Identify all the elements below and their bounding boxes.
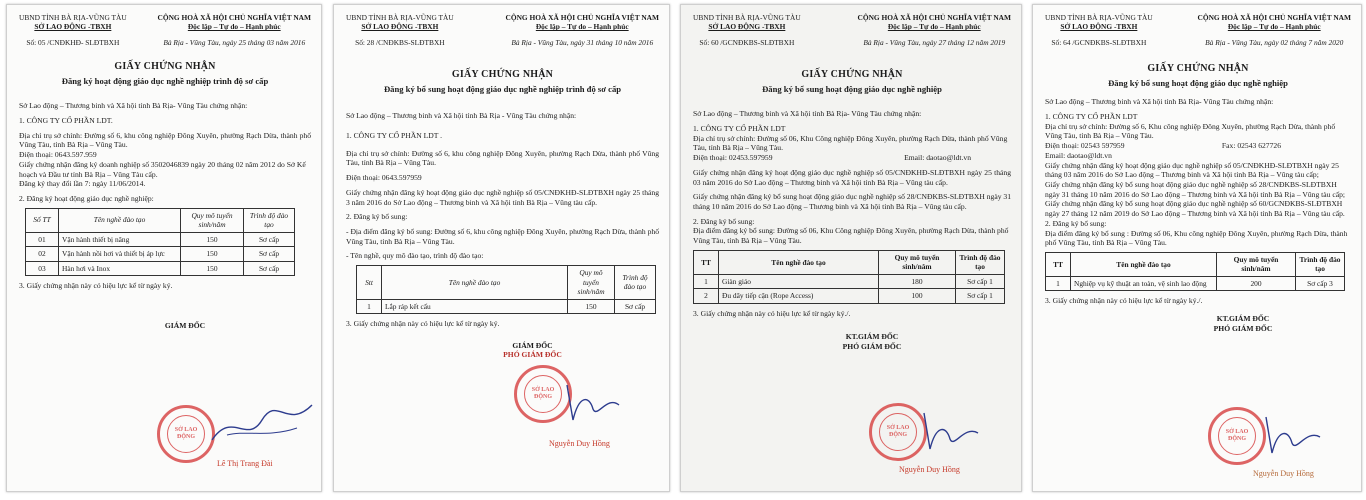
table-header-cell: Trình độ đào tạo [615, 266, 656, 299]
table-cell: 01 [26, 232, 59, 246]
company-name: 1. CÔNG TY CỔ PHẦN LDT [1045, 111, 1138, 121]
location-text: Địa điểm đăng ký bổ sung : Đường số 06, Khu công nghiệp Đông Xuyên, phường Rạch Dừa, thành phố Vũng Tàu, tỉnh Bà Rịa – Vũng Tàu. [1045, 228, 1348, 248]
table-header-cell: Trình độ đào tạo [244, 208, 295, 232]
doc-title: GIẤY CHỨNG NHẬN [114, 61, 216, 73]
table-cell: Sơ cấp [244, 261, 295, 275]
dept-name: SỞ LAO ĐỘNG -TBXH [361, 22, 439, 32]
table-cell: 150 [181, 232, 244, 246]
license-text: Giấy chứng nhận đăng ký hoạt động giáo dục nghề nghiệp số 05/CNĐKHĐ-SLĐTBXH ngày 25 tháng 03 năm 2016 do Sở Lao động – Thương binh và Xã hội tỉnh Bà Rịa – Vũng tàu cấp; [1045, 160, 1339, 180]
table-cell: 150 [181, 247, 244, 261]
table-header-row [694, 250, 1005, 274]
email-text: Email: daotao@ldt.vn [1045, 150, 1112, 160]
doc-subtitle: Đăng ký bổ sung hoạt động giáo dục nghề nghiệp [762, 84, 942, 95]
table-cell: 180 [879, 274, 956, 288]
validity-text: 3. Giấy chứng nhận này có hiệu lực kể từ ngày ký./. [1045, 296, 1203, 306]
official-stamp: SỞ LAO ĐỘNG [1208, 407, 1266, 465]
table-header-cell: Trình độ đào tạo [956, 250, 1005, 274]
phone-text: Điện thoại: 02543 597959 [1045, 141, 1125, 151]
signature-icon [1258, 409, 1328, 459]
table-row [26, 261, 295, 275]
certificate-page-3 [680, 4, 1022, 492]
agency-name: UBND TỈNH BÀ RỊA-VŨNG TÀU [19, 13, 127, 22]
table-cell: 1 [357, 299, 382, 313]
agency-name: UBND TỈNH BÀ RỊA-VŨNG TÀU [346, 13, 454, 22]
official-stamp: SỞ LAO ĐỘNG [157, 405, 215, 463]
table-header-row [26, 208, 295, 232]
table-cell: Giàn giáo [719, 274, 879, 288]
certificate-page-1 [6, 4, 322, 492]
intro-text: Sở Lao động – Thương binh và Xã hội tỉnh Bà Rịa - Vũng Tàu chứng nhận: [346, 111, 577, 121]
doc-header [1045, 13, 1351, 47]
doc-title: GIẤY CHỨNG NHẬN [451, 69, 554, 81]
address-text: Địa chỉ trụ sở chính: Đường số 6, Khu công nghiệp Đông Xuyên, phường Rạch Dừa, thành phố Vũng Tàu, tỉnh Bà Rịa – Vũng Tàu. [1045, 121, 1336, 141]
signature-icon [916, 405, 986, 455]
dept-name: SỞ LAO ĐỘNG -TBXH [708, 22, 786, 32]
doc-number: Số: 64 /GCNĐKBS-SLĐTBXH [1051, 37, 1147, 47]
doc-header [346, 13, 659, 47]
table-cell: Vận hành thiết bị nâng [59, 232, 181, 246]
table-header-cell: Tên nghề đào tạo [382, 266, 568, 299]
license-3-text: Giấy chứng nhận đăng ký bổ sung hoạt động giáo dục nghề nghiệp số 60/GCNĐKBS-SLĐTBXH ngày 27 tháng 12 năm 2019 do Sở Lao động – Thương binh và Xã hội tỉnh Bà Rịa – Vũng tàu cấp. [1045, 199, 1345, 219]
table-header-cell: Quy mô tuyển sinh/năm [568, 266, 615, 299]
table-row [694, 289, 1005, 303]
email-text: Email: daotao@ldt.vn [904, 153, 971, 163]
table-cell: Hàn hơi và Inox [59, 261, 181, 275]
training-table [1045, 252, 1345, 291]
republic-name: CỘNG HOÀ XÃ HỘI CHỦ NGHĨA VIỆT NAM [857, 13, 1011, 22]
republic-name: CỘNG HOÀ XÃ HỘI CHỦ NGHĨA VIỆT NAM [157, 13, 311, 22]
intro-text: Sở Lao động – Thương binh và Xã hội tỉnh Bà Rịa- Vũng Tàu chứng nhận: [1045, 97, 1274, 107]
table-cell: 03 [26, 261, 59, 275]
doc-subtitle: Đăng ký bổ sung hoạt động giáo dục nghề nghiệp trình độ sơ cấp [383, 84, 622, 95]
contact-row [693, 153, 1011, 163]
table-row [26, 247, 295, 261]
phone-text: Điện thoại: 0643.597.959 [19, 150, 97, 160]
table-cell: 150 [181, 261, 244, 275]
intro-text: Sở Lao động – Thương binh và Xã hội tỉnh Bà Rịa- Vũng Tàu chứng nhận: [693, 109, 922, 119]
certificate-page-2 [333, 4, 670, 492]
official-stamp: SỞ LAO ĐỘNG [514, 365, 572, 423]
table-cell: Sơ cấp 1 [956, 289, 1005, 303]
table-header-cell: TT [1046, 252, 1071, 276]
dept-name: SỞ LAO ĐỘNG -TBXH [1060, 22, 1138, 32]
signer-name: Lê Thị Trang Đài [217, 459, 273, 468]
table-cell: 2 [694, 289, 719, 303]
license-text: Giấy chứng nhận đăng ký hoạt động giáo dục nghề nghiệp số 05/CNĐKHĐ-SLĐTBXH ngày 25 tháng 3 năm 2016 do Sở Lao động – Thương binh và Xã hội tỉnh Bà Rịa – Vũng tàu cấp. [346, 187, 659, 207]
training-table [356, 265, 656, 314]
intro-text: Sở Lao động – Thương binh và Xã hội tỉnh Bà Rịa- Vũng Tàu chứng nhận: [19, 101, 248, 111]
official-stamp: SỞ LAO ĐỘNG [869, 403, 927, 461]
signer-name: Nguyễn Duy Hồng [549, 439, 610, 448]
table-cell: Sơ cấp 3 [1296, 276, 1345, 290]
doc-date: Bà Rịa - Vũng Tàu, ngày 27 tháng 12 năm 2019 [863, 37, 1006, 47]
address-text: Địa chỉ trụ sở chính: Đường số 6, khu công nghiệp Đông Xuyên, phường Rạch Dừa, thành phố Vũng Tàu, tỉnh Bà Rịa – Vũng Tàu. [19, 130, 311, 150]
table-cell: 1 [1046, 276, 1071, 290]
validity-text: 3. Giấy chứng nhận này có hiệu lực kể từ ngày ký. [19, 281, 173, 291]
license-text: Giấy chứng nhận đăng ký hoạt động giáo dục nghề nghiệp số 05/CNĐKHĐ-SLĐTBXH ngày 25 tháng 03 năm 2016 do Sở Lao động – Thương binh và Xã hội tỉnh Bà Rịa – Vũng tàu cấp. [693, 167, 1011, 187]
motto: Độc lập – Tự do – Hạnh phúc [887, 22, 981, 32]
sign-title: KT.GIÁM ĐỐC [845, 332, 899, 342]
doc-date: Bà Rịa - Vũng Tàu, ngày 02 tháng 7 năm 2020 [1205, 37, 1344, 47]
training-table [693, 250, 1005, 304]
validity-text: 3. Giấy chứng nhận này có hiệu lực kể từ ngày ký./. [693, 308, 851, 318]
dept-name: SỞ LAO ĐỘNG -TBXH [34, 22, 112, 32]
section-2-heading: 2. Đăng ký bổ sung: [1045, 218, 1107, 228]
address-text: Địa chỉ trụ sở chính: Đường số 6, khu công nghiệp Đông Xuyên, phường Rạch Dừa, thành phố Vũng Tàu, tỉnh Bà Rịa – Vũng Tàu. [346, 148, 659, 168]
table-cell: 200 [1217, 276, 1296, 290]
validity-text: 3. Giấy chứng nhận này có hiệu lực kể từ ngày ký. [346, 318, 500, 328]
sign-title: GIÁM ĐỐC [164, 320, 206, 330]
section-2-heading: 2. Đăng ký bổ sung: [693, 216, 755, 226]
table-cell: Lắp ráp kết cấu [382, 299, 568, 313]
table-intro: - Tên nghề, quy mô đào tạo, trình độ đào tạo: [346, 251, 484, 261]
doc-date: Bà Rịa - Vũng Tàu, ngày 31 tháng 10 năm 2016 [511, 37, 654, 47]
motto: Độc lập – Tự do – Hạnh phúc [1227, 22, 1321, 32]
doc-number: Số: 60 /GCNĐKBS-SLĐTBXH [699, 37, 795, 47]
training-table [25, 208, 295, 276]
doc-subtitle: Đăng ký bổ sung hoạt động giáo dục nghề nghiệp [1108, 78, 1288, 89]
table-cell: 1 [694, 274, 719, 288]
table-cell: Nghiệp vụ kỹ thuật an toàn, vệ sinh lao động [1071, 276, 1217, 290]
doc-subtitle: Đăng ký hoạt động giáo dục nghề nghiệp trình độ sơ cấp [61, 76, 269, 87]
location-text: - Địa điểm đăng ký bổ sung: Đường số 6, khu công nghiệp Đông Xuyên, phường Rạch Dừa, thành phố Vũng Tàu, tỉnh Bà Rịa – Vũng Tàu. [346, 226, 659, 246]
location-text: Địa điểm đăng ký bổ sung: Đường số 06, Khu Công nghiệp Đông Xuyên, phường Rạch Dừa, thành phố Vũng Tàu, tỉnh Bà Rịa – Vũng Tàu. [693, 226, 1009, 246]
table-cell: Sơ cấp [244, 232, 295, 246]
license-2-text: Giấy chứng nhận đăng ký bổ sung hoạt động giáo dục nghề nghiệp số 28/CNĐKBS-SLĐTBXH ngày 31 tháng 10 năm 2016 do Sở Lao động – Thương binh và Xã hội tỉnh Bà Rịa – Vũng tàu cấp. [693, 192, 1011, 211]
phone-text: Điện thoại: 02453.597959 [693, 153, 773, 163]
table-header-cell: Quy mô tuyển sinh/năm [1217, 252, 1296, 276]
signature-icon [559, 375, 629, 425]
fax-text: Fax: 02543 627726 [1221, 141, 1281, 151]
doc-title: GIẤY CHỨNG NHẬN [801, 69, 903, 81]
signature-icon [207, 400, 317, 450]
company-name: 1. CÔNG TY CỔ PHẦN LDT [693, 123, 786, 133]
table-cell: 100 [879, 289, 956, 303]
motto: Độc lập – Tự do – Hạnh phúc [187, 22, 281, 32]
table-cell: Sơ cấp [615, 299, 656, 313]
doc-title: GIẤY CHỨNG NHẬN [1147, 63, 1249, 75]
motto: Độc lập – Tự do – Hạnh phúc [535, 22, 629, 32]
table-header-cell: Tên nghề đào tạo [1071, 252, 1217, 276]
doc-header [693, 13, 1011, 47]
doc-date: Bà Rịa - Vũng Tàu, ngày 25 tháng 03 năm 2016 [163, 37, 306, 47]
table-cell: Vận hành nồi hơi và thiết bị áp lực [59, 247, 181, 261]
change-text: Đăng ký thay đổi lần 7: ngày 11/06/2014. [19, 179, 146, 189]
table-header-row [1046, 252, 1345, 276]
sign-subtitle: PHÓ GIÁM ĐỐC [1213, 323, 1273, 333]
table-header-cell: Quy mô tuyển sinh/năm [879, 250, 956, 274]
republic-name: CỘNG HOÀ XÃ HỘI CHỦ NGHĨA VIỆT NAM [1197, 13, 1351, 22]
agency-name: UBND TỈNH BÀ RỊA-VŨNG TÀU [693, 13, 801, 22]
table-cell: Sơ cấp [244, 247, 295, 261]
doc-number: Số: 05 /CNĐKHĐ- SLĐTBXH [26, 37, 120, 47]
company-name: 1. CÔNG TY CỔ PHẦN LDT . [346, 130, 443, 140]
table-header-cell: Tên nghề đào tạo [59, 208, 181, 232]
signer-name: Nguyễn Duy Hồng [1253, 469, 1314, 478]
table-header-row [357, 266, 656, 299]
table-header-cell: Số TT [26, 208, 59, 232]
table-header-cell: Trình độ đào tạo [1296, 252, 1345, 276]
table-cell: Đu dây tiếp cận (Rope Access) [719, 289, 879, 303]
license-text: Giấy chứng nhận đăng ký doanh nghiệp số 3502046839 ngày 20 tháng 02 năm 2012 do Sở Kế hoạch và Đầu tư tỉnh Bà Rịa – Vũng Tàu cấp. [19, 159, 306, 179]
signer-name: Nguyễn Duy Hồng [899, 465, 960, 474]
sign-subtitle: PHÓ GIÁM ĐỐC [503, 350, 562, 360]
table-row [694, 274, 1005, 288]
table-cell: 02 [26, 247, 59, 261]
table-header-cell: Quy mô tuyển sinh/năm [181, 208, 244, 232]
section-2-heading: 2. Đăng ký bổ sung: [346, 212, 408, 222]
doc-header [19, 13, 311, 47]
sign-title: KT.GIÁM ĐỐC [1216, 314, 1270, 324]
contact-row [1045, 141, 1351, 151]
address-text: Địa chỉ trụ sở chính: Đường số 06, Khu Công nghiệp Đông Xuyên, phường Rạch Dừa, thành phố Vũng Tàu, tỉnh Bà Rịa – Vũng Tàu. [693, 133, 1008, 153]
table-row [26, 232, 295, 246]
sign-title: GIÁM ĐỐC [512, 340, 553, 350]
sign-subtitle: PHÓ GIÁM ĐỐC [842, 342, 902, 352]
section-2-heading: 2. Đăng ký hoạt động giáo dục nghề nghiệp: [19, 193, 154, 203]
table-row [1046, 276, 1345, 290]
table-row [357, 299, 656, 313]
phone-text: Điện thoại: 0643.597959 [346, 173, 422, 183]
table-header-cell: TT [694, 250, 719, 274]
table-cell: 150 [568, 299, 615, 313]
table-header-cell: Tên nghề đào tạo [719, 250, 879, 274]
license-2-text: Giấy chứng nhận đăng ký bổ sung hoạt động giáo dục nghề nghiệp số 28/CNĐKBS-SLĐTBXH ngày 31 tháng 10 năm 2016 do Sở Lao động – Thương binh và Xã hội tỉnh Bà Rịa – Vũng tàu cấp; [1045, 179, 1345, 199]
table-header-cell: Stt [357, 266, 382, 299]
company-name: 1. CÔNG TY CỔ PHẦN LDT. [19, 115, 113, 125]
doc-number: Số: 28 /CNĐKBS-SLĐTBXH [355, 37, 445, 47]
republic-name: CỘNG HOÀ XÃ HỘI CHỦ NGHĨA VIỆT NAM [505, 13, 659, 22]
table-cell: Sơ cấp 1 [956, 274, 1005, 288]
certificate-page-4 [1032, 4, 1362, 492]
agency-name: UBND TỈNH BÀ RỊA-VŨNG TÀU [1045, 13, 1153, 22]
